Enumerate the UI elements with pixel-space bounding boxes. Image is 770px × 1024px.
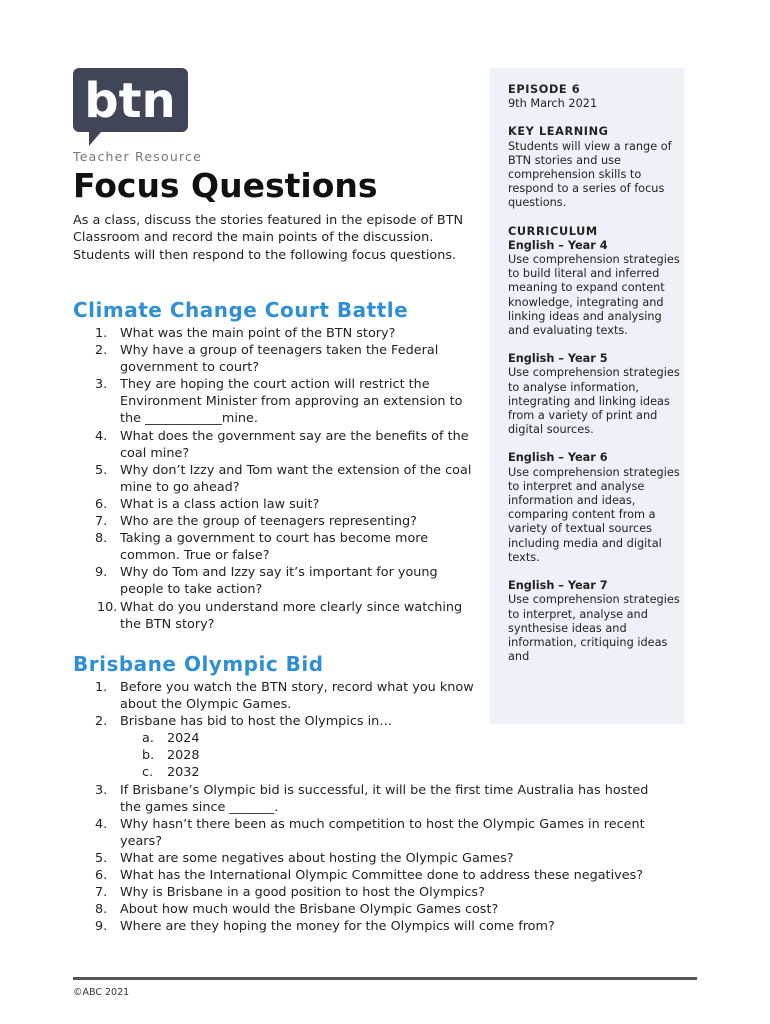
question-list-olympic <box>73 679 673 935</box>
question-number: 9. <box>95 565 108 581</box>
curriculum-text: Use comprehension strategies to build literal and inferred meaning to expand content knowledge, integrating and linking ideas and analysing and evaluating texts. <box>508 253 680 338</box>
option-text: 2028 <box>167 748 200 764</box>
question-text: What does the government say are the benefits of the coal mine? <box>120 428 469 461</box>
question-text: What has the International Olympic Committee done to address these negatives? <box>120 868 644 884</box>
copyright-text: ©ABC 2021 <box>73 987 130 998</box>
page-title: Focus Questions <box>73 166 378 205</box>
question-number: 6. <box>95 868 108 884</box>
question-number: 7. <box>95 885 108 901</box>
question-number: 4. <box>95 428 108 444</box>
question-text: Why don’t Izzy and Tom want the extension of the coal mine to go ahead? <box>120 462 472 495</box>
question-number: 8. <box>95 531 108 547</box>
curriculum-text: Use comprehension strategies to interpret and analyse information and ideas, comparing content from a variety of textual sources including media and digital texts. <box>508 465 680 564</box>
question-number: 4. <box>95 816 108 832</box>
question-item <box>73 564 483 598</box>
question-item <box>73 530 483 564</box>
question-text: Before you watch the BTN story, record what you know about the Olympic Games. <box>120 680 474 713</box>
question-number: 5. <box>95 462 108 478</box>
question-text: What was the main point of the BTN story? <box>120 326 396 341</box>
question-item <box>73 918 673 935</box>
curriculum-text: Use comprehension strategies to interpret, analyse and synthesise ideas and information, critiquing ideas and <box>508 593 680 664</box>
option-letter: a. <box>142 731 154 747</box>
question-item <box>73 884 673 901</box>
episode-date: 9th March 2021 <box>508 97 598 111</box>
question-text: Why do Tom and Izzy say it’s important for young people to take action? <box>120 565 438 598</box>
episode-sidebar <box>490 68 684 724</box>
question-number: 6. <box>95 496 108 512</box>
option-letter: b. <box>142 748 155 764</box>
option-item <box>73 730 673 747</box>
question-text: Why have a group of teenagers taken the Federal government to court? <box>120 343 439 376</box>
question-text: Taking a government to court has become more common. True or false? <box>120 531 429 564</box>
question-item <box>73 816 673 850</box>
teacher-resource-label: Teacher Resource <box>73 149 202 164</box>
section-heading-olympic: Brisbane Olympic Bid <box>73 652 324 676</box>
question-item <box>73 496 483 513</box>
episode-label: EPISODE 6 <box>508 83 581 96</box>
option-letter: c. <box>142 765 154 781</box>
curriculum-label: CURRICULUM <box>508 224 598 238</box>
curriculum-text: Use comprehension strategies to analyse information, integrating and linking ideas from a variety of print and digital sources. <box>508 366 680 437</box>
question-item <box>73 850 673 867</box>
question-number: 7. <box>95 514 108 530</box>
footer-divider <box>73 977 697 980</box>
curriculum-heading: English – Year 5 <box>508 352 608 366</box>
question-text: Why is Brisbane in a good position to host the Olympics? <box>120 885 485 901</box>
logo-text: btn <box>84 73 176 129</box>
question-number: 1. <box>95 326 108 341</box>
question-text: What are some negatives about hosting the Olympic Games? <box>120 850 514 866</box>
question-item <box>73 513 483 530</box>
question-text: What is a class action law suit? <box>120 496 320 512</box>
question-item <box>73 376 483 427</box>
intro-paragraph: As a class, discuss the stories featured in the episode of BTN Classroom and record the main points of the discussion. Students will then respond to the following focus questions. <box>73 213 464 263</box>
question-list-climate <box>73 325 483 633</box>
option-item <box>73 764 673 781</box>
question-number: 1. <box>95 680 108 695</box>
question-item <box>73 782 673 816</box>
curriculum-heading: English – Year 7 <box>508 579 608 593</box>
question-text: Where are they hoping the money for the Olympics will come from? <box>120 919 555 935</box>
question-number: 10. <box>97 599 118 615</box>
section-heading-climate: Climate Change Court Battle <box>73 298 409 322</box>
question-item <box>73 599 483 633</box>
option-text: 2024 <box>167 731 200 747</box>
question-item <box>73 901 673 918</box>
question-item <box>73 679 483 713</box>
key-learning-label: KEY LEARNING <box>508 125 609 139</box>
question-number: 3. <box>95 782 108 798</box>
question-text: What do you understand more clearly since watching the BTN story? <box>120 599 463 632</box>
question-number: 2. <box>95 714 108 730</box>
question-item <box>73 325 483 342</box>
question-text: They are hoping the court action will restrict the Environment Minister from approving an extension to the ____________mine. <box>120 377 463 427</box>
question-item <box>73 428 483 462</box>
question-text: Brisbane has bid to host the Olympics in… <box>120 714 393 730</box>
question-text: Who are the group of teenagers representing? <box>120 514 417 530</box>
question-text: About how much would the Brisbane Olympic Games cost? <box>120 902 499 918</box>
question-item <box>73 462 483 496</box>
option-text: 2032 <box>167 765 200 781</box>
question-number: 5. <box>95 850 108 866</box>
btn-logo <box>73 68 188 148</box>
curriculum-heading: English – Year 4 <box>508 238 608 252</box>
question-item <box>73 713 673 730</box>
question-item <box>73 342 483 376</box>
question-text: If Brisbane’s Olympic bid is successful, it will be the first time Australia has hosted the games since _______. <box>120 782 649 815</box>
option-item <box>73 747 673 764</box>
question-item <box>73 867 673 884</box>
question-number: 2. <box>95 343 108 359</box>
question-number: 9. <box>95 919 108 935</box>
question-number: 8. <box>95 902 108 918</box>
question-text: Why hasn’t there been as much competition to host the Olympic Games in recent years? <box>120 816 645 849</box>
curriculum-heading: English – Year 6 <box>508 451 608 465</box>
key-learning-text: Students will view a range of BTN stories and use comprehension skills to respond to a series of focus questions. <box>508 139 672 210</box>
question-number: 3. <box>95 377 108 393</box>
